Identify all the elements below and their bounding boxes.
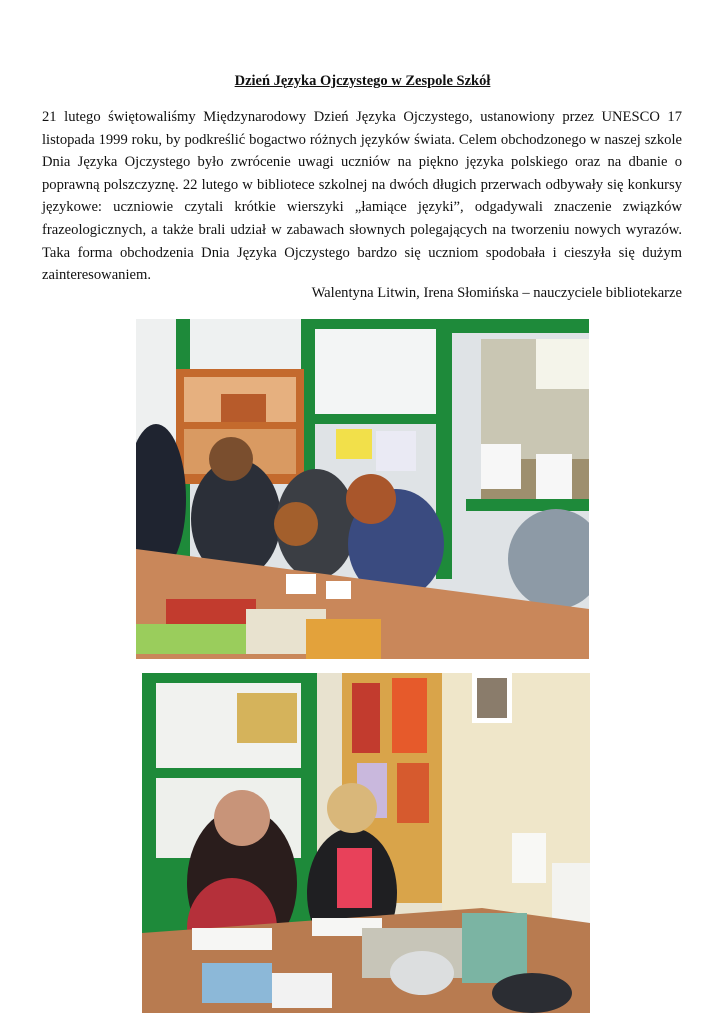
photo-girls-writing xyxy=(142,673,590,1013)
document-title: Dzień Języka Ojczystego w Zespole Szkół xyxy=(234,73,491,89)
document-author: Walentyna Litwin, Irena Słomińska – nauczyciele bibliotekarze xyxy=(311,285,682,301)
document-paragraph: 21 lutego świętowaliśmy Międzynarodowy Dzień Języka Ojczystego, ustanowiony przez UNESCO 17 listopada 1999 roku, by podkreślić bogactwo różnych języków świata. Celem obchodzonego w naszej szkole Dnia Języka Ojczystego było zwrócenie uwagi uczniów na piękno języka polskiego oraz na dbanie o poprawną polszczyznę. 22 lutego w bibliotece szkolnej na dwóch długich przerwach odbywały się konkursy językowe: uczniowie czytali krótkie wierszyki „łamiące języki”, odgadywali znaczenie związków frazeologicznych, a także brali udział w zabawach słownych polegających na tworzeniu nowych wyrazów. Taka forma obchodzenia Dnia Języka Ojczystego bardzo się uczniom spodobała i cieszyła się dużym zainteresowaniem. xyxy=(42,109,682,284)
photo-students-at-table xyxy=(136,319,589,659)
